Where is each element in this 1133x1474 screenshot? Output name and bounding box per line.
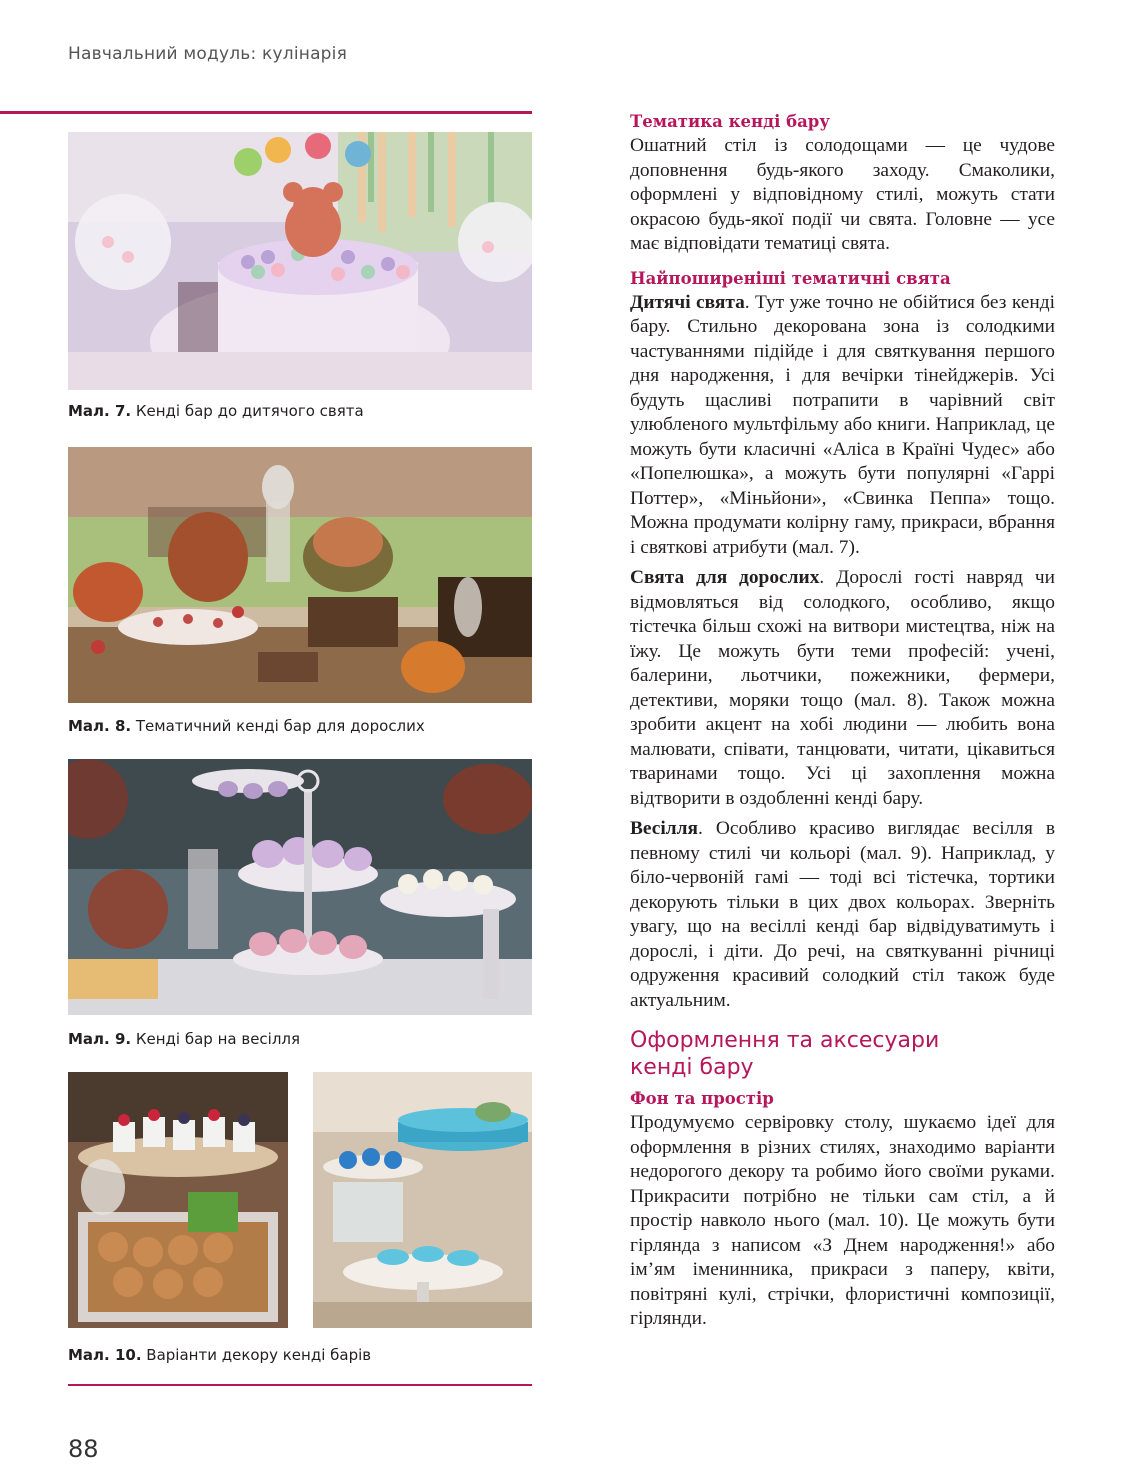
section-heading-theme: Тематика кенді бару — [630, 112, 830, 131]
figure-10-caption: Мал. 10. Варіанти декору кенді барів — [68, 1346, 372, 1364]
paragraph-background: Продумуємо сервіровку столу, шукаємо ідеї для оформлення в різних стилях, знаходимо варіанти недорогого декору та робимо його своїми руками. Прикрасити потрібно не тільки сам стіл, а й простір навколо нього (мал. 10). Це можуть бути гірлянда з написом «З Днем народження!» або ім’ям іменинника, прикраси з паперу, квіти, повітряні кулі, стрічки, флористичні композиції, гірлянди. — [630, 1112, 1055, 1329]
photo-wedding-candy-bar — [68, 759, 532, 1015]
top-rule — [0, 111, 532, 114]
section-heading-decor: Оформлення та аксесуари кенді бару — [630, 1028, 940, 1080]
section-heading-popular: Найпоширеніші тематичні свята — [630, 268, 951, 288]
paragraph-adults: Свята для дорослих. Дорослі гості навряд чи відмовляться від солодкого, особливо, якщо тістечка більш схожі на витвори мистецтва, ніж на їжу. Це можуть бути теми професій: учені, балерини, льотчики, пожежники, фермери, детективи, моряки тощо (мал. 8). Також можна зробити акцент на хобі людини — любить вона малювати, співати, танцювати, читати, цікавиться тваринами тощо. Усі ці захоплення можна відтворити в оздобленні кенді бару. — [630, 567, 1055, 809]
section-heading-background: Фон та простір — [630, 1089, 774, 1108]
article-column — [630, 110, 1055, 1332]
bottom-rule — [68, 1384, 532, 1386]
figure-9-caption: Мал. 9. Кенді бар на весілля — [68, 1030, 301, 1048]
figure-7-caption: Мал. 7. Кенді бар до дитячого свята — [68, 402, 364, 420]
photo-decor-variant-2 — [313, 1072, 532, 1328]
photo-kids-candy-bar — [68, 132, 532, 390]
section-theme-text: Ошатний стіл із солодощами — це чудове доповнення будь-якого заходу. Смаколики, оформлені у відповідному стилі, можуть стати окрасою будь-якої події чи свята. Головне — усе має відповідати тематиці свята. — [630, 135, 1055, 254]
paragraph-kids: Дитячі свята. Тут уже точно не обійтися без кенді бару. Стильно декорована зона із солодкими частуваннями підійде і для святкування першого дня народження, і для вечірки тінейджерів. Усі будуть щасливі потрапити в чарівний світ улюбленого мультфільму або книги. Наприклад, це можуть бути класичні «Аліса в Країні Чудес» або «Попелюшка», а можуть бути популярні «Гаррі Поттер», «Міньйони», «Свинка Пеппа» тощо. Можна продумати колірну гаму, прикраси, вбрання і святкові атрибути (мал. 7). — [630, 291, 1056, 558]
photo-adult-candy-bar — [68, 447, 532, 703]
figure-8-caption: Мал. 8. Тематичний кенді бар для дорослих — [68, 717, 425, 735]
photo-decor-variant-1 — [68, 1072, 288, 1328]
paragraph-wedding: Весілля. Особливо красиво виглядає весілля в певному стилі чи кольорі (мал. 9). Наприклад, у біло-червоній гамі — тоді всі тістечка, тортики декорують тільки в цих двох кольорах. Зверніть увагу, що на весіллі кенді бар відвідуватимуть і дорослі, і діти. До речі, на святкуванні річниці одруження красивий солодкий стіл також буде актуальним. — [630, 818, 1055, 1011]
page-number: 88 — [68, 1435, 99, 1463]
running-title: Навчальний модуль: кулінарія — [68, 44, 348, 64]
